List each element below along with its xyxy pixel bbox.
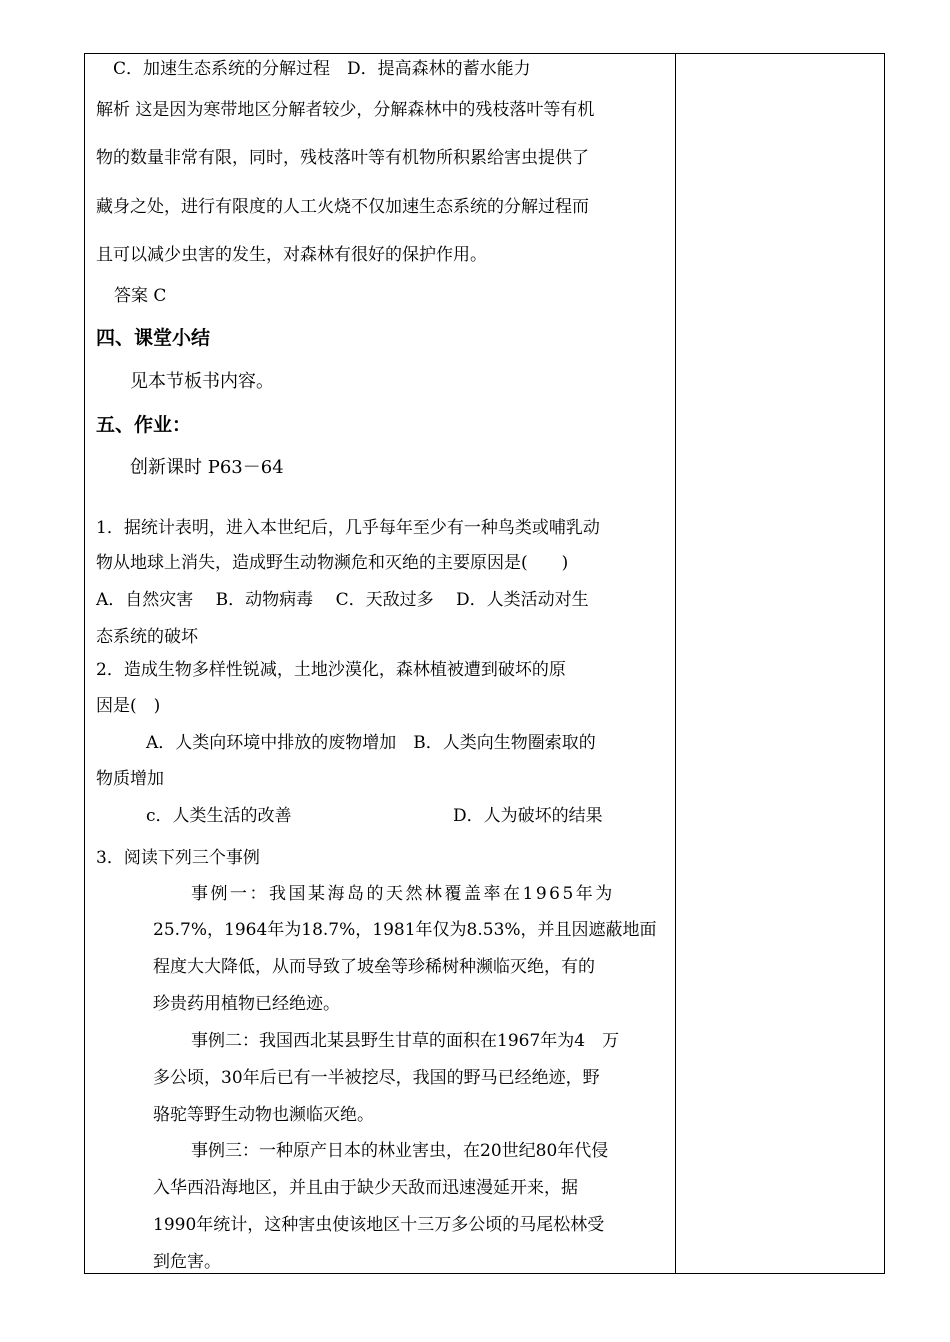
question-2-option-c: c．人类生活的改善 — [146, 806, 292, 826]
summary-text: 见本节板书内容。 — [130, 371, 274, 392]
example-1-line-2: 25.7%，1964年为18.7%，1981年仅为8.53%，并且因遮蔽地面 — [153, 920, 657, 940]
example-1-line-1: 事例一：我国某海岛的天然林覆盖率在1965年为 — [191, 884, 615, 904]
question-1-options-cont: 态系统的破坏 — [96, 627, 198, 647]
analysis-line-1: 解析 这是因为寒带地区分解者较少，分解森林中的残枝落叶等有机 — [96, 100, 595, 120]
example-3-line-2: 入华西沿海地区，并且由于缺少天敌而迅速漫延开来，据 — [153, 1178, 578, 1198]
answer-line: 答案 C — [114, 286, 167, 306]
section-heading-homework: 五、作业： — [96, 414, 192, 436]
example-2-line-3: 骆驼等野生动物也濒临灭绝。 — [153, 1105, 374, 1125]
question-2-options-ab-cont: 物质增加 — [96, 769, 164, 789]
example-1-line-3: 程度大大降低，从而导致了坡垒等珍稀树种濒临灭绝，有的 — [153, 957, 595, 977]
question-1-line-1: 1．据统计表明，进入本世纪后，几乎每年至少有一种鸟类或哺乳动 — [96, 518, 600, 538]
example-3-line-4: 到危害。 — [153, 1252, 221, 1272]
question-3-line: 3．阅读下列三个事例 — [96, 848, 260, 868]
analysis-line-4: 且可以减少虫害的发生，对森林有很好的保护作用。 — [96, 245, 487, 265]
question-2-line-2: 因是( ) — [96, 696, 161, 716]
homework-text: 创新课时 P63－64 — [130, 457, 284, 478]
question-2-options-ab: A．人类向环境中排放的废物增加 B．人类向生物圈索取的 — [146, 733, 596, 753]
analysis-line-3: 藏身之处，进行有限度的人工火烧不仅加速生态系统的分解过程而 — [96, 197, 589, 217]
question-1-line-2: 物从地球上消失，造成野生动物濒危和灭绝的主要原因是( ) — [96, 553, 569, 573]
question-2-line-1: 2．造成生物多样性锐减，土地沙漠化，森林植被遭到破坏的原 — [96, 660, 566, 680]
analysis-line-2: 物的数量非常有限，同时，残枝落叶等有机物所积累给害虫提供了 — [96, 148, 589, 168]
question-2-option-d: D．人为破坏的结果 — [453, 806, 603, 826]
example-2-line-2: 多公顷，30年后已有一半被挖尽，我国的野马已经绝迹，野 — [153, 1068, 600, 1088]
question-1-options: A．自然灾害 B．动物病毒 C．天敌过多 D．人类活动对生 — [96, 590, 589, 610]
example-3-line-3: 1990年统计，这种害虫使该地区十三万多公顷的马尾松林受 — [153, 1215, 605, 1235]
example-3-line-1: 事例三：一种原产日本的林业害虫，在20世纪80年代侵 — [191, 1141, 609, 1161]
option-line-cd: C．加速生态系统的分解过程 D．提高森林的蓄水能力 — [113, 59, 531, 79]
section-heading-summary: 四、课堂小结 — [96, 327, 211, 349]
example-1-line-4: 珍贵药用植物已经绝迹。 — [153, 994, 340, 1014]
example-2-line-1: 事例二：我国西北某县野生甘草的面积在1967年为4 万 — [191, 1031, 620, 1051]
column-divider — [675, 53, 676, 1274]
